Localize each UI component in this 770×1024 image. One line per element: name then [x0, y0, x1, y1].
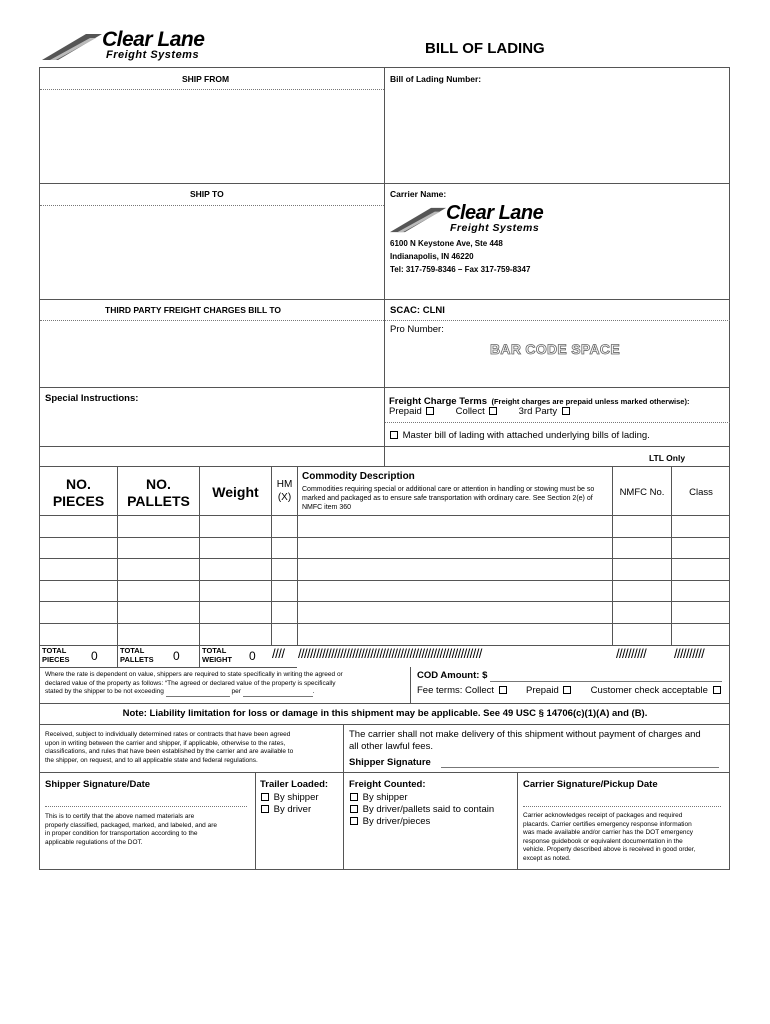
trailer-loaded-label: Trailer Loaded:: [260, 779, 329, 790]
no-delivery-line1: The carrier shall not make delivery of this shipment without payment of charges and: [349, 729, 701, 740]
trailer-by-driver-label: By driver: [273, 804, 312, 815]
special-instructions-label: Special Instructions:: [45, 393, 139, 404]
carrier-ack-line3: was made available and/or carrier has the DOT emergency: [523, 829, 694, 836]
col-header-hm: [272, 478, 297, 504]
counted-by-shipper-label: By shipper: [362, 792, 408, 803]
total-pieces-value[interactable]: 0: [91, 649, 98, 663]
special-instructions-area[interactable]: [41, 407, 383, 445]
counted-by-driver-pallets-label: By driver/pallets said to contain: [362, 804, 495, 815]
declared-value-line3-a: stated by the shipper to be not exceeding: [45, 688, 164, 695]
received-line2: upon in writing between the carrier and shipper, if applicable, otherwise to the rates,: [45, 739, 286, 747]
declared-value-line3: [45, 688, 405, 697]
declared-value-per-field[interactable]: [243, 689, 313, 697]
table-row[interactable]: [41, 581, 729, 600]
total-pallets-label: [120, 646, 154, 664]
trailer-loaded-options: [259, 792, 319, 816]
brand-name: Clear Lane: [102, 28, 205, 51]
fee-collect-checkbox[interactable]: [499, 686, 507, 694]
ship-to-label: SHIP TO: [190, 189, 224, 199]
col-header-nmfc: NMFC No.: [619, 487, 665, 498]
trailer-by-driver-checkbox[interactable]: [261, 805, 269, 813]
shipper-sig-date-label: Shipper Signature/Date: [45, 779, 151, 790]
freight-terms-note: (Freight charges are prepaid unless marked otherwise):: [491, 397, 690, 406]
liability-note: Note: Liability limitation for loss or damage in this shipment may be applicable. See 49 USC § 14706(c)(1)(A) and (B).: [122, 708, 648, 719]
no-delivery-text: [349, 729, 727, 753]
freight-prepaid-checkbox[interactable]: [426, 407, 434, 415]
received-text: [45, 731, 340, 765]
fee-collect-option[interactable]: [417, 685, 511, 696]
fee-prepaid-label: Prepaid: [526, 685, 559, 696]
ltl-only-label: LTL Only: [649, 453, 686, 463]
fee-collect-label: Fee terms: Collect: [417, 685, 495, 696]
received-line1: Received, subject to individually determined rates or contracts that have been agreed: [45, 731, 291, 738]
trailer-by-driver-option[interactable]: [259, 804, 319, 816]
table-row[interactable]: [41, 516, 729, 536]
hatch-commodity: /////////////////////////////////////////////////////////////: [298, 646, 482, 661]
scac-label: SCAC: CLNI: [390, 305, 445, 316]
col-header-pieces-line2: PIECES: [52, 493, 105, 509]
fee-terms-options: [417, 685, 723, 696]
carrier-ack-line5: vehicle. Property described above is received in good order,: [523, 846, 696, 853]
carrier-name-label: Carrier Name:: [390, 189, 447, 199]
declared-value-line3-c: .: [312, 688, 315, 695]
counted-by-driver-pallets-option[interactable]: [348, 804, 494, 816]
carrier-ack-line6: except as noted.: [523, 854, 571, 862]
shipper-signature-field[interactable]: [441, 756, 719, 768]
total-pallets-label-line2: PALLETS: [120, 655, 154, 664]
shipper-certify-line1: This is to certify that the above named materials are: [45, 813, 195, 820]
cod-amount-field[interactable]: [490, 670, 722, 682]
total-pieces-label-line1: TOTAL: [42, 646, 67, 655]
counted-by-driver-pieces-option[interactable]: [348, 816, 494, 828]
counted-by-driver-pieces-label: By driver/pieces: [362, 816, 431, 827]
carrier-logo-tagline: Freight Systems: [450, 222, 540, 234]
table-row[interactable]: [41, 624, 729, 644]
bol-number-field[interactable]: [500, 70, 725, 88]
shipper-certify-line2: properly classified, packaged, marked, and labeled, and are: [45, 821, 217, 829]
hatch-class: //////////: [674, 646, 705, 661]
col-header-commodity: Commodity Description: [302, 471, 415, 482]
third-party-label: THIRD PARTY FREIGHT CHARGES BILL TO: [105, 305, 281, 315]
master-bol-option[interactable]: [388, 430, 650, 441]
freight-counted-options: [348, 792, 494, 828]
shipper-certify-text: [45, 813, 253, 847]
total-weight-label-line1: TOTAL: [202, 646, 227, 655]
shipper-certify-line4: applicable regulations of the DOT.: [45, 838, 143, 846]
received-line3: classifications, and rules that have been established by the carrier and are available to: [45, 748, 294, 755]
total-pallets-value[interactable]: 0: [173, 649, 180, 663]
total-weight-label: [202, 646, 232, 664]
carrier-address-2: Indianapolis, IN 46220: [390, 252, 474, 261]
carrier-logo: [390, 204, 590, 238]
counted-by-shipper-option[interactable]: [348, 792, 494, 804]
trailer-by-shipper-option[interactable]: [259, 792, 319, 804]
carrier-sig-field[interactable]: [523, 793, 721, 806]
total-pieces-label: [42, 646, 70, 664]
carrier-ack-text: [523, 812, 728, 863]
counted-by-shipper-checkbox[interactable]: [350, 793, 358, 801]
ship-to-area[interactable]: [41, 207, 383, 298]
col-header-hm-line1: HM: [276, 479, 293, 490]
master-bol-checkbox[interactable]: [390, 431, 398, 439]
fee-customer-check-option[interactable]: [591, 685, 723, 696]
table-row[interactable]: [41, 538, 729, 557]
col-header-pallets-line2: PALLETS: [127, 493, 190, 509]
col-header-pieces: [40, 476, 117, 510]
total-pieces-label-line2: PIECES: [42, 655, 70, 664]
ship-from-area[interactable]: [41, 91, 383, 182]
table-row[interactable]: [41, 559, 729, 579]
freight-counted-label: Freight Counted:: [349, 779, 426, 790]
pro-number-field[interactable]: [450, 322, 725, 338]
trailer-by-shipper-checkbox[interactable]: [261, 793, 269, 801]
declared-value-field[interactable]: [166, 689, 230, 697]
col-header-pallets-line1: NO.: [146, 476, 171, 492]
table-row[interactable]: [41, 602, 729, 622]
declared-value-line3-b: per: [231, 688, 241, 695]
third-party-area[interactable]: [41, 322, 383, 386]
col-header-hm-line2: (X): [277, 492, 292, 503]
freight-third-party-label: 3rd Party: [518, 406, 558, 417]
cod-amount-label: COD Amount: $: [417, 670, 488, 681]
hatch-nmfc: //////////: [616, 646, 647, 661]
brand-tagline: Freight Systems: [106, 49, 200, 61]
total-weight-label-line2: WEIGHT: [202, 655, 232, 664]
freight-terms-label: Freight Charge Terms: [389, 396, 488, 407]
received-line4: the shipper, on request, and to all applicable state and federal regulations.: [45, 756, 258, 764]
col-header-class: Class: [689, 487, 713, 498]
total-weight-value[interactable]: 0: [249, 649, 256, 663]
hatch-hm: ////: [272, 646, 285, 661]
col-header-commodity-note: Commodities requiring special or additional care or attention in handling or stowing must be so marked and packaged as to ensure safe transportation with ordinary care. See Section 2(e) of NMFC item 360: [302, 486, 595, 511]
shipper-signature-label: Shipper Signature: [349, 757, 431, 768]
total-pallets-label-line1: TOTAL: [120, 646, 145, 655]
col-header-pallets: [118, 476, 199, 510]
freight-collect-option[interactable]: [456, 406, 502, 417]
fee-customer-check-checkbox[interactable]: [713, 686, 721, 694]
trailer-by-shipper-label: By shipper: [273, 792, 319, 803]
declared-value-line1: Where the rate is dependent on value, shippers are required to state specifically in writing the agreed or: [45, 671, 343, 678]
fee-prepaid-option[interactable]: [526, 685, 576, 696]
carrier-phone: Tel: 317-759-8346 – Fax 317-759-8347: [390, 265, 531, 274]
no-delivery-line2: all other lawful fees.: [349, 741, 433, 752]
brand-logo: [42, 30, 252, 64]
carrier-address-1: 6100 N Keystone Ave, Ste 448: [390, 239, 503, 248]
pro-number-label: Pro Number:: [390, 324, 444, 335]
fee-prepaid-checkbox[interactable]: [563, 686, 571, 694]
ship-from-label: SHIP FROM: [182, 74, 230, 84]
freight-collect-label: Collect: [455, 406, 485, 417]
fee-customer-check-label: Customer check acceptable: [590, 685, 708, 696]
counted-by-driver-pallets-checkbox[interactable]: [350, 805, 358, 813]
freight-prepaid-option[interactable]: [389, 406, 439, 417]
carrier-sig-label: Carrier Signature/Pickup Date: [523, 779, 658, 790]
carrier-ack-line2: placards. Carrier certifies emergency response information: [523, 820, 692, 828]
document-title: BILL OF LADING: [425, 40, 545, 57]
carrier-logo-name: Clear Lane: [446, 202, 544, 224]
freight-third-party-checkbox[interactable]: [562, 407, 570, 415]
carrier-ack-line1: Carrier acknowledges receipt of packages and required: [523, 812, 683, 819]
master-bol-label: Master bill of lading with attached underlying bills of lading.: [402, 430, 650, 441]
freight-third-party-option[interactable]: [519, 406, 572, 417]
declared-value-line2: declared value of the property as follows: “The agreed or declared value of the property is specifically: [45, 679, 336, 687]
carrier-ack-line4: response guidebook or equivalent documentation in the: [523, 837, 683, 845]
freight-collect-checkbox[interactable]: [489, 407, 497, 415]
freight-prepaid-label: Prepaid: [389, 406, 422, 417]
shipper-certify-line3: in proper condition for transportation according to the: [45, 830, 198, 837]
bol-number-label: Bill of Lading Number:: [390, 74, 482, 84]
freight-terms-options: [389, 406, 572, 417]
shipper-sig-date-field[interactable]: [45, 793, 247, 806]
counted-by-driver-pieces-checkbox[interactable]: [350, 817, 358, 825]
barcode-placeholder: BAR CODE SPACE: [490, 341, 620, 357]
col-header-weight: Weight: [212, 484, 259, 500]
declared-value-text: [45, 671, 405, 697]
col-header-pieces-line1: NO.: [66, 476, 91, 492]
